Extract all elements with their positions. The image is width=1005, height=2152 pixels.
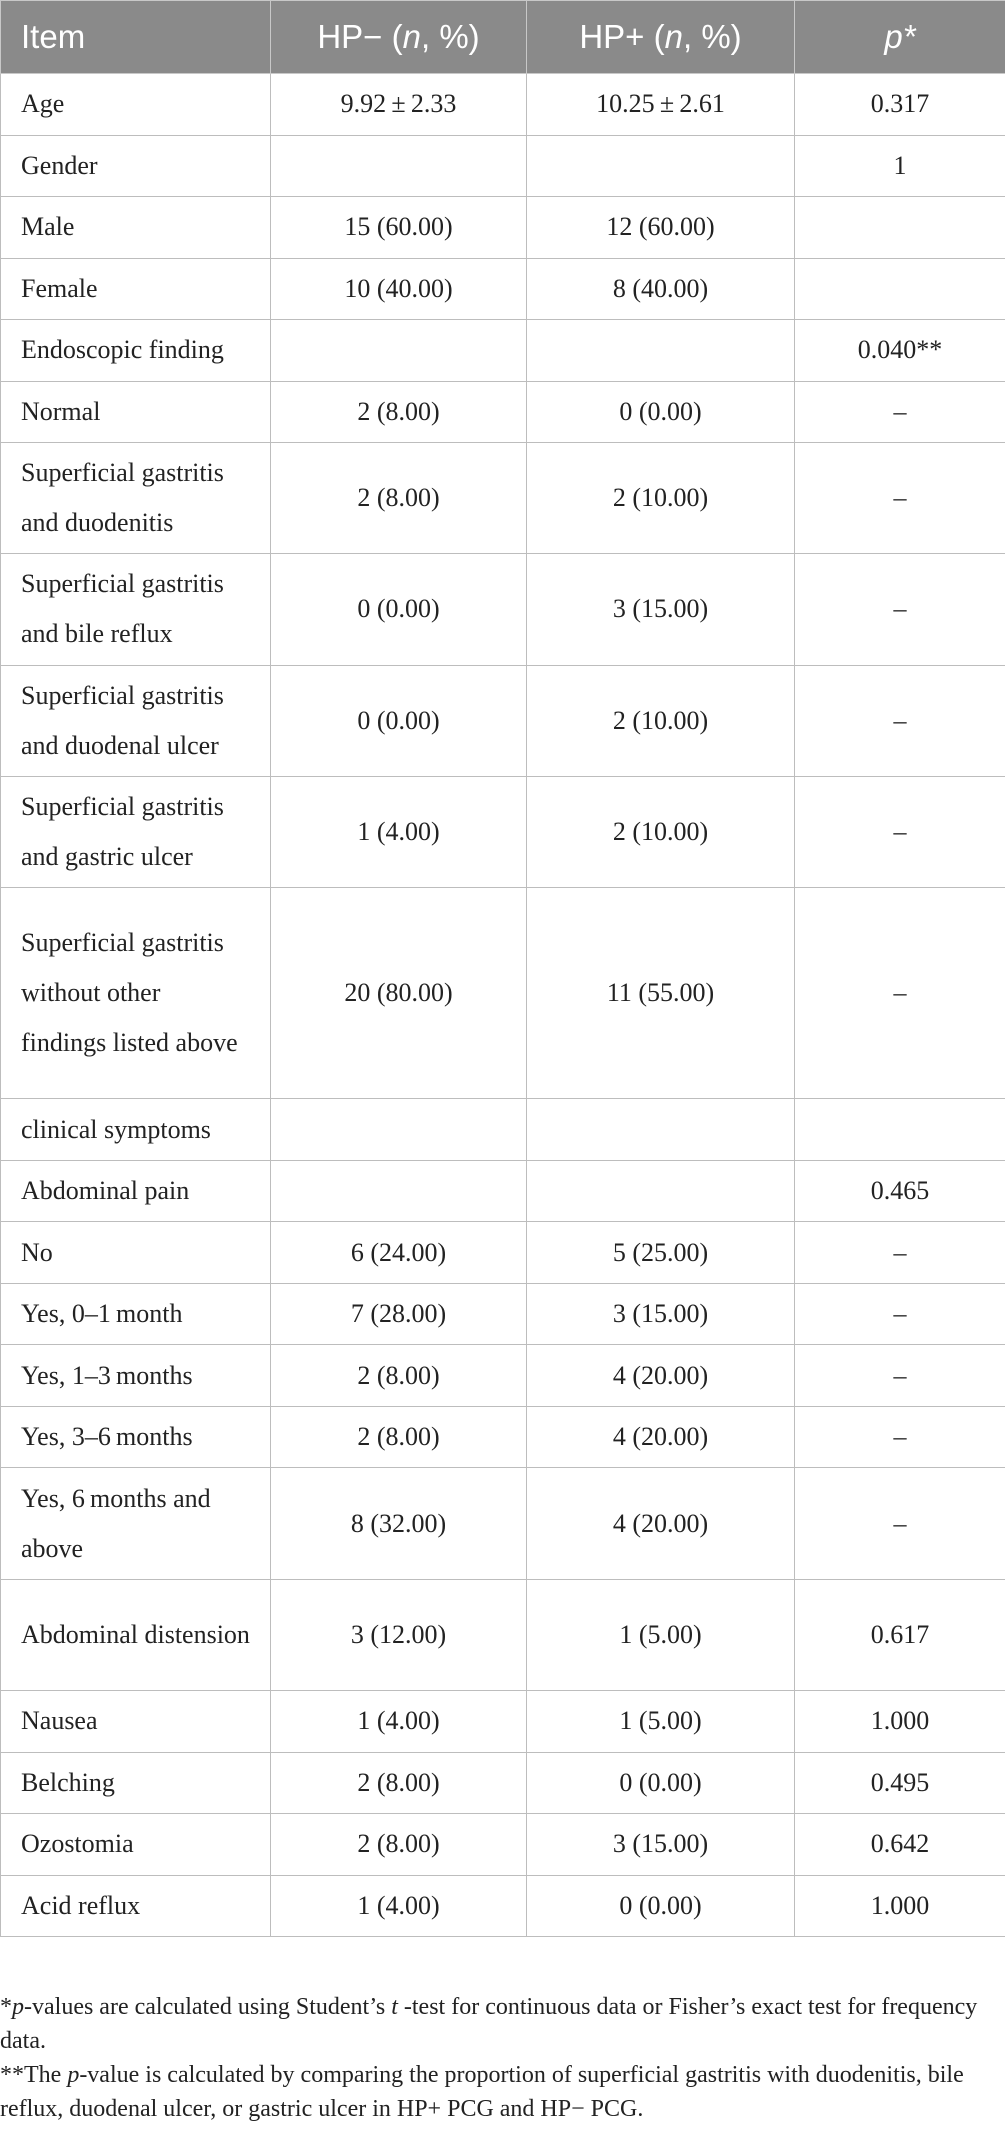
cell-hp-positive [527, 135, 795, 197]
cell-hp-negative: 10 (40.00) [271, 258, 527, 320]
table-row [1, 776, 1005, 887]
cell-hp-negative: 1 (4.00) [271, 1875, 527, 1937]
header-row [1, 1, 1005, 74]
cell-hp-positive: 4 (20.00) [527, 1406, 795, 1468]
table-row [1, 1283, 1005, 1345]
cell-hp-negative [271, 1160, 527, 1222]
cell-item: Age [1, 74, 271, 136]
footnote-p-symbol: p [67, 2062, 80, 2088]
footnote-t-symbol: t [391, 1994, 398, 2020]
cell-hp-negative: 2 (8.00) [271, 381, 527, 443]
cell-item: Yes, 3–6 months [1, 1406, 271, 1468]
cell-item: Yes, 6 months and above [1, 1468, 271, 1579]
cell-hp-negative: 7 (28.00) [271, 1283, 527, 1345]
cell-p-value [795, 197, 1005, 259]
cell-hp-negative: 2 (8.00) [271, 1345, 527, 1407]
cell-hp-positive: 10.25 ± 2.61 [527, 74, 795, 136]
table-row [1, 888, 1005, 1099]
table-row [1, 1814, 1005, 1876]
table-row [1, 381, 1005, 443]
cell-p-value: 1.000 [795, 1691, 1005, 1753]
cell-hp-positive: 8 (40.00) [527, 258, 795, 320]
cell-hp-positive: 11 (55.00) [527, 888, 795, 1099]
cell-item: Ozostomia [1, 1814, 271, 1876]
table-row [1, 1468, 1005, 1579]
cell-hp-negative [271, 320, 527, 382]
cell-p-value: – [795, 776, 1005, 887]
table-row [1, 554, 1005, 665]
cell-hp-positive: 2 (10.00) [527, 776, 795, 887]
cell-item: Nausea [1, 1691, 271, 1753]
footnote-2 [0, 2058, 1000, 2126]
table-row [1, 443, 1005, 554]
header-pct-suffix: , %) [682, 18, 742, 55]
cell-item: Superficial gastritis and duodenitis [1, 443, 271, 554]
cell-item: Superficial gastritis without other findings listed above [1, 888, 271, 1099]
cell-hp-negative: 1 (4.00) [271, 776, 527, 887]
cell-p-value: – [795, 1406, 1005, 1468]
footnote-text: -test for continuous data or Fisher’s exact test for frequency data. [0, 1994, 978, 2054]
cell-hp-negative [271, 1099, 527, 1161]
cell-p-value: 1.000 [795, 1875, 1005, 1937]
table-row [1, 1160, 1005, 1222]
cell-hp-positive [527, 1099, 795, 1161]
cell-p-value: – [795, 554, 1005, 665]
table-row [1, 1875, 1005, 1937]
cell-hp-positive: 3 (15.00) [527, 554, 795, 665]
cell-hp-negative: 2 (8.00) [271, 1406, 527, 1468]
table-row [1, 74, 1005, 136]
cell-p-value: – [795, 1283, 1005, 1345]
table-row [1, 1691, 1005, 1753]
table-header [1, 1, 1005, 74]
table-row [1, 197, 1005, 259]
table-row [1, 1222, 1005, 1284]
cell-hp-positive [527, 320, 795, 382]
cell-p-value: 0.040** [795, 320, 1005, 382]
cell-p-value: – [795, 1222, 1005, 1284]
cell-p-value: 0.465 [795, 1160, 1005, 1222]
cell-hp-positive: 0 (0.00) [527, 381, 795, 443]
header-p-value: p* [795, 1, 1005, 74]
cell-item: Endoscopic finding [1, 320, 271, 382]
table-row [1, 1406, 1005, 1468]
footnote-marker: * [0, 1994, 12, 2020]
cell-item: Normal [1, 381, 271, 443]
cell-hp-positive [527, 1160, 795, 1222]
table-row [1, 1579, 1005, 1690]
cell-item: Acid reflux [1, 1875, 271, 1937]
header-hp-positive [527, 1, 795, 74]
cell-hp-negative: 1 (4.00) [271, 1691, 527, 1753]
cell-hp-negative: 3 (12.00) [271, 1579, 527, 1690]
header-n: n [402, 18, 421, 55]
cell-hp-negative: 20 (80.00) [271, 888, 527, 1099]
cell-item: Female [1, 258, 271, 320]
header-pct-suffix: , %) [420, 18, 480, 55]
cell-hp-positive: 2 (10.00) [527, 665, 795, 776]
cell-hp-negative: 2 (8.00) [271, 443, 527, 554]
cell-p-value [795, 1099, 1005, 1161]
cell-p-value: 1 [795, 135, 1005, 197]
table-row [1, 135, 1005, 197]
cell-item: No [1, 1222, 271, 1284]
cell-hp-positive: 0 (0.00) [527, 1752, 795, 1814]
cell-p-value: 0.495 [795, 1752, 1005, 1814]
cell-item: Superficial gastritis and gastric ulcer [1, 776, 271, 887]
cell-item: Superficial gastritis and duodenal ulcer [1, 665, 271, 776]
cell-item: Belching [1, 1752, 271, 1814]
cell-item: Superficial gastritis and bile reflux [1, 554, 271, 665]
cell-p-value: 0.317 [795, 74, 1005, 136]
table-row [1, 320, 1005, 382]
cell-hp-positive: 4 (20.00) [527, 1468, 795, 1579]
cell-p-value: – [795, 1345, 1005, 1407]
table-row [1, 665, 1005, 776]
footnote-p-symbol: p [12, 1994, 24, 2020]
table-footnotes [0, 1990, 1000, 2126]
cell-hp-negative: 9.92 ± 2.33 [271, 74, 527, 136]
footnote-text: -values are calculated using Student’s [24, 1994, 392, 2020]
cell-p-value: – [795, 1468, 1005, 1579]
cell-p-value: – [795, 381, 1005, 443]
cell-hp-positive: 1 (5.00) [527, 1579, 795, 1690]
cell-item: Abdominal pain [1, 1160, 271, 1222]
cell-hp-positive: 5 (25.00) [527, 1222, 795, 1284]
cell-hp-positive: 1 (5.00) [527, 1691, 795, 1753]
cell-hp-positive: 4 (20.00) [527, 1345, 795, 1407]
header-hp-negative [271, 1, 527, 74]
cell-hp-negative: 0 (0.00) [271, 665, 527, 776]
cell-item: Yes, 0–1 month [1, 1283, 271, 1345]
cell-hp-positive: 3 (15.00) [527, 1283, 795, 1345]
cell-hp-negative: 2 (8.00) [271, 1752, 527, 1814]
cell-item: clinical symptoms [1, 1099, 271, 1161]
cell-p-value: 0.617 [795, 1579, 1005, 1690]
table-body [1, 74, 1005, 1937]
cell-hp-negative: 15 (60.00) [271, 197, 527, 259]
cell-p-value: – [795, 665, 1005, 776]
footnote-marker: **The [0, 2062, 68, 2088]
cell-p-value: – [795, 443, 1005, 554]
cell-hp-negative: 8 (32.00) [271, 1468, 527, 1579]
cell-hp-positive: 12 (60.00) [527, 197, 795, 259]
header-hp-pos-prefix: HP+ ( [579, 18, 665, 55]
footnote-1 [0, 1990, 1000, 2058]
header-n: n [664, 18, 683, 55]
cell-item: Abdominal distension [1, 1579, 271, 1690]
cell-item: Gender [1, 135, 271, 197]
table-row [1, 1752, 1005, 1814]
cell-hp-negative [271, 135, 527, 197]
footnote-text: -value is calculated by comparing the proportion of superficial gastritis with duodenitis, bile reflux, duodenal ulcer, or gastric ulcer in HP+ PCG and HP− PCG. [0, 2062, 964, 2122]
cell-item: Yes, 1–3 months [1, 1345, 271, 1407]
table-row [1, 1099, 1005, 1161]
cell-hp-positive: 0 (0.00) [527, 1875, 795, 1937]
cell-hp-negative: 6 (24.00) [271, 1222, 527, 1284]
cell-hp-negative: 0 (0.00) [271, 554, 527, 665]
cell-hp-negative: 2 (8.00) [271, 1814, 527, 1876]
cell-hp-positive: 3 (15.00) [527, 1814, 795, 1876]
header-hp-neg-prefix: HP− ( [317, 18, 403, 55]
cell-p-value: – [795, 888, 1005, 1099]
table-row [1, 1345, 1005, 1407]
cell-p-value [795, 258, 1005, 320]
table-row [1, 258, 1005, 320]
cell-p-value: 0.642 [795, 1814, 1005, 1876]
cell-hp-positive: 2 (10.00) [527, 443, 795, 554]
header-item: Item [1, 1, 271, 74]
cell-item: Male [1, 197, 271, 259]
